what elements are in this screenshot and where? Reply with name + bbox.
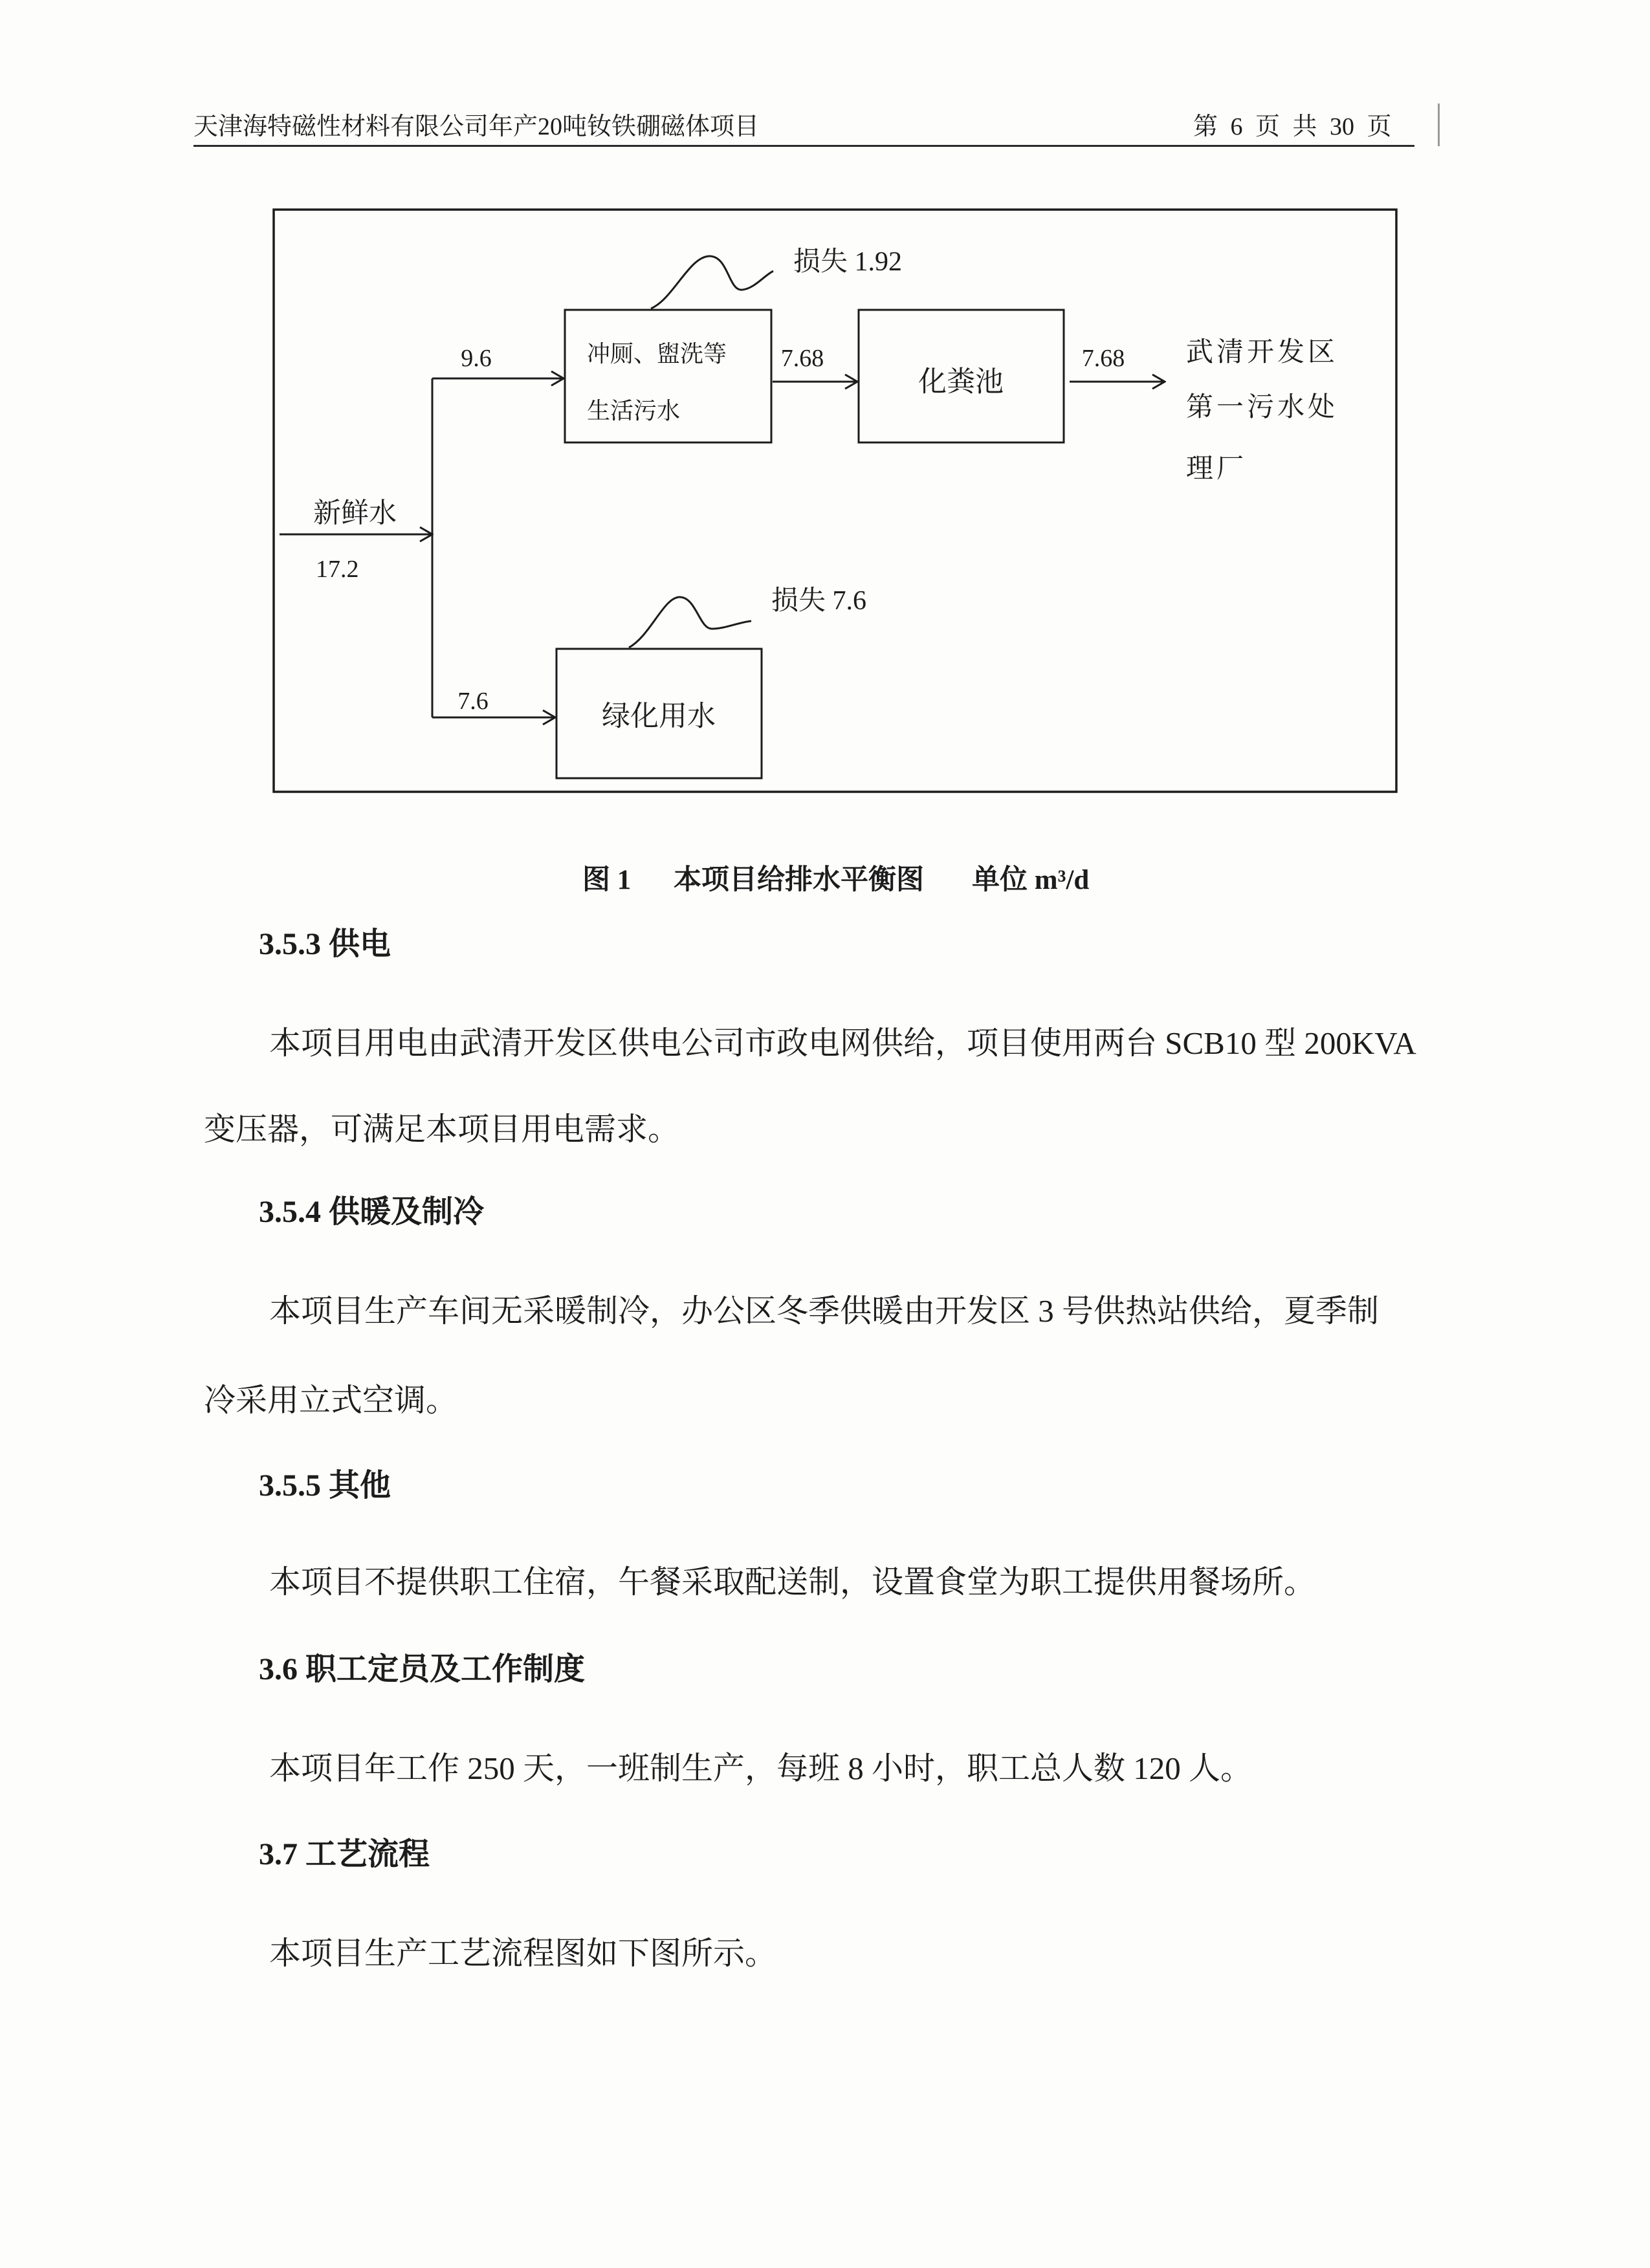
- to-septic-value: 7.68: [780, 345, 824, 372]
- septic-tank-label: 化粪池: [918, 365, 1004, 398]
- section-heading-other: 3.5.5 其他: [259, 1468, 391, 1503]
- figure-caption-title: 本项目给排水平衡图: [674, 865, 924, 895]
- section-heading-process-flow: 3.7 工艺流程: [259, 1837, 430, 1871]
- domestic-loss-wave: [651, 256, 773, 309]
- greening-water-label: 绿化用水: [602, 700, 716, 732]
- paragraph-line: 冷采用立式空调。: [204, 1382, 458, 1418]
- to-plant-value: 7.68: [1081, 345, 1125, 372]
- section-heading-heating-cooling: 3.5.4 供暖及制冷: [259, 1195, 485, 1229]
- paragraph-line: 本项目用电由武清开发区供电公司市政电网供给，项目使用两台 SCB10 型 200KVA: [269, 1025, 1416, 1061]
- domestic-box-line1: 冲厕、盥洗等: [587, 341, 727, 367]
- fresh-water-input: [280, 499, 432, 583]
- section-heading-staffing: 3.6 职工定员及工作制度: [259, 1652, 586, 1686]
- treatment-plant-line2: 第一污水处: [1186, 393, 1339, 422]
- greening-branch: [432, 586, 866, 778]
- domestic-flow-value: 9.6: [461, 345, 492, 372]
- domestic-box-line2: 生活污水: [587, 398, 681, 424]
- paragraph-line: 本项目生产工艺流程图如下图所示。: [269, 1935, 777, 1971]
- paragraph-line: 变压器，可满足本项目用电需求。: [204, 1111, 680, 1147]
- header-edge-mark: [1438, 104, 1440, 146]
- paragraph-line: 本项目年工作 250 天，一班制生产，每班 8 小时，职工总人数 120 人。: [269, 1750, 1253, 1786]
- water-balance-diagram: [272, 208, 1398, 793]
- domestic-branch: [432, 247, 1338, 484]
- fresh-water-label: 新鲜水: [313, 498, 397, 529]
- domestic-loss-label: 损失 1.92: [793, 247, 903, 277]
- greening-loss-wave: [629, 597, 751, 648]
- greening-loss-label: 损失 7.6: [771, 586, 867, 616]
- header-page-indicator: 第 6 页 共 30 页: [1193, 113, 1392, 140]
- treatment-plant-line1: 武清开发区: [1186, 338, 1339, 367]
- figure-caption-unit: 单位 m³/d: [972, 865, 1090, 895]
- paragraph-line: 本项目不提供职工住宿，午餐采取配送制，设置食堂为职工提供用餐场所。: [269, 1564, 1316, 1600]
- header-project-title: 天津海特磁性材料有限公司年产20吨钕铁硼磁体项目: [193, 113, 760, 140]
- header-rule: [193, 145, 1414, 147]
- greening-flow-value: 7.6: [457, 688, 489, 715]
- fresh-water-value: 17.2: [316, 556, 359, 583]
- diagram-frame: [274, 210, 1396, 792]
- section-heading-power-supply: 3.5.3 供电: [259, 927, 391, 961]
- treatment-plant-line3: 理厂: [1186, 454, 1248, 484]
- paragraph-line: 本项目生产车间无采暖制冷，办公区冬季供暖由开发区 3 号供热站供给，夏季制: [269, 1293, 1380, 1329]
- figure-caption-number: 图 1: [582, 865, 632, 895]
